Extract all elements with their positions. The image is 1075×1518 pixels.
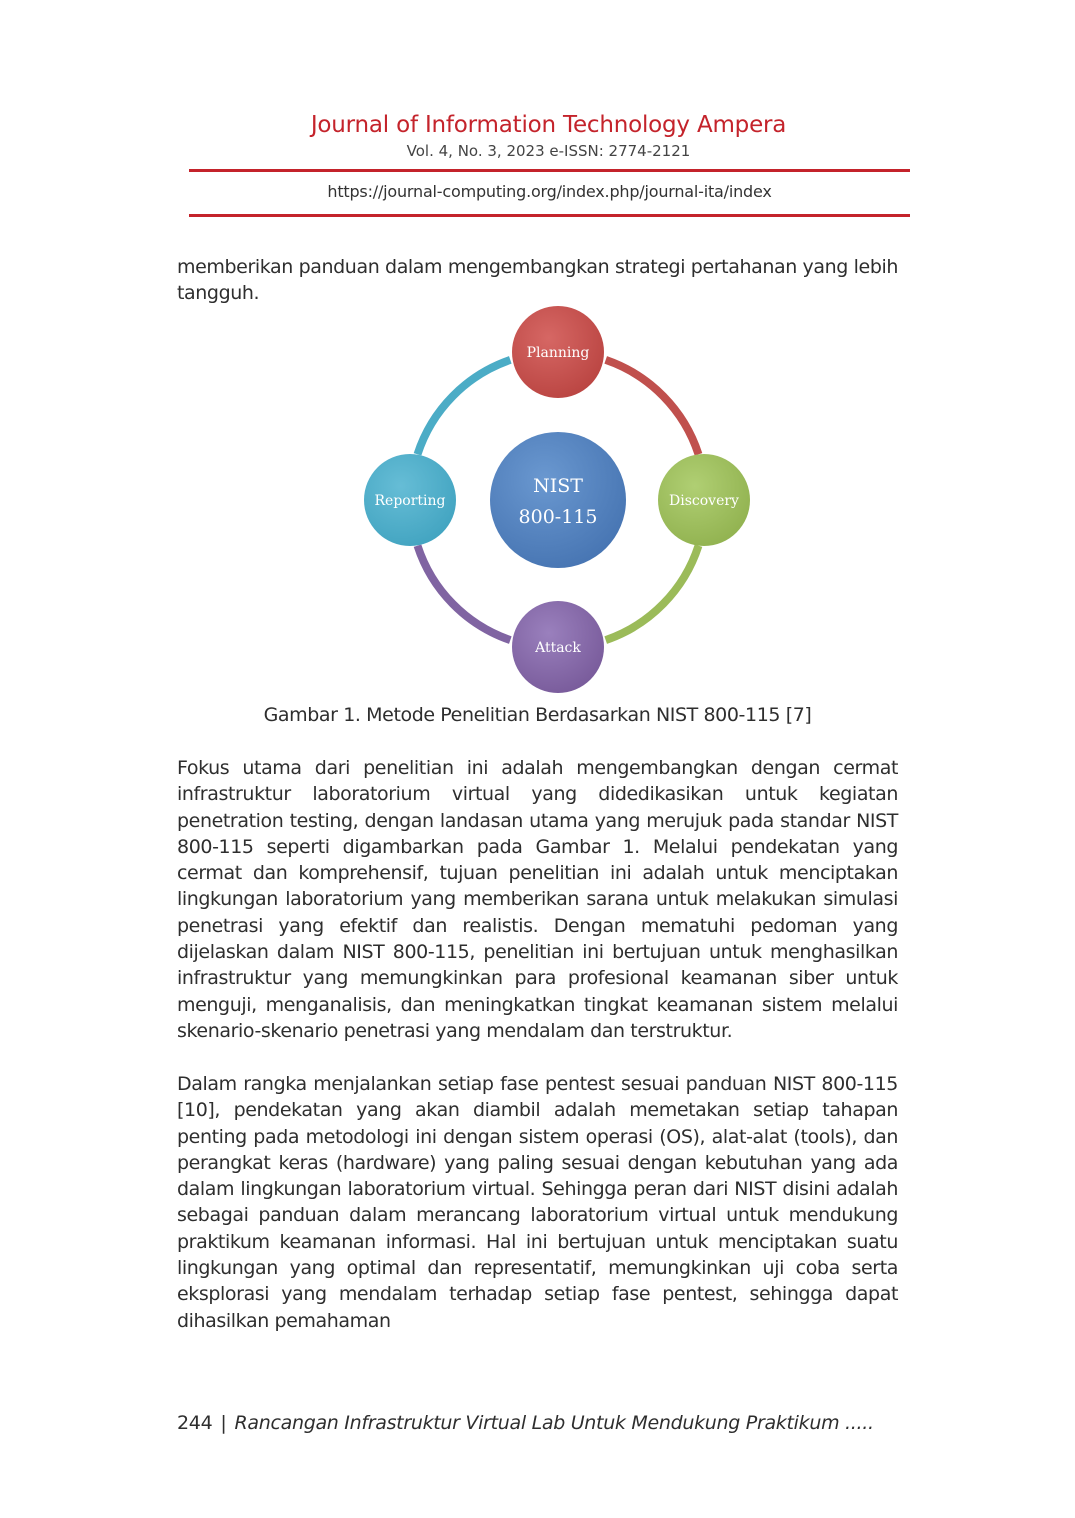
figure-nist-cycle-diagram <box>355 302 760 702</box>
attack-node-label: Attack <box>535 640 581 656</box>
center-node-label-line2: 800-115 <box>518 506 598 528</box>
planning-node-label: Planning <box>526 345 590 361</box>
page-footer <box>177 1412 937 1434</box>
journal-header <box>0 108 1075 162</box>
body-paragraph-intro: memberikan panduan dalam mengembangkan strategi pertahanan yang lebih tangguh. <box>177 256 898 305</box>
arc-attack-to-reporting <box>418 546 511 640</box>
discovery-node-label: Discovery <box>669 493 739 509</box>
body-paragraph-focus: Fokus utama dari penelitian ini adalah mengembangkan dengan cermat infrastruktur laboratorium virtual yang didedikasikan untuk kegiatan penetration testing, dengan landasan utama yang merujuk pada standar NIST 800-115 seperti digambarkan pada Gambar 1. Melalui pendekatan yang cermat dan komprehensif, tujuan penelitian ini adalah untuk menciptakan lingkungan laboratorium yang memberikan sarana untuk melakukan simulasi penetrasi yang efektif dan realistis. Dengan mematuhi pedoman yang dijelaskan dalam NIST 800-115, penelitian ini bertujuan untuk menghasilkan infrastruktur yang memungkinkan para profesional keamanan siber untuk menguji, menganalisis, dan meningkatkan tingkat keamanan sistem melalui skenario-skenario penetrasi yang mendalam dan terstruktur. <box>177 757 898 1042</box>
page-number: 244 <box>177 1412 213 1434</box>
footer-separator: | <box>220 1412 227 1434</box>
reporting-node-label: Reporting <box>374 493 446 509</box>
header-rule-bottom <box>189 214 910 217</box>
arc-reporting-to-planning <box>418 360 511 454</box>
arc-planning-to-discovery <box>606 360 699 454</box>
cycle-diagram-svg <box>355 302 760 702</box>
body-paragraph-approach: Dalam rangka menjalankan setiap fase pentest sesuai panduan NIST 800-115 [10], pendekatan yang akan diambil adalah memetakan setiap tahapan penting pada metodologi ini dengan sistem operasi (OS), alat-alat (tools), dan perangkat keras (hardware) yang paling sesuai dengan kebutuhan yang ada dalam lingkungan laboratorium virtual. Sehingga peran dari NIST disini adalah sebagai panduan dalam merancang laboratorium virtual untuk mendukung praktikum keamanan informasi. Hal ini bertujuan untuk menciptakan suatu lingkungan yang optimal dan representatif, memungkinkan uji coba serta eksplorasi yang mendalam terhadap setiap fase pentest, sehingga dapat dihasilkan pemahaman <box>177 1073 898 1332</box>
center-node-circle <box>490 432 626 568</box>
journal-title: Journal of Information Technology Ampera <box>310 112 787 138</box>
running-title: Rancangan Infrastruktur Virtual Lab Untuk Mendukung Praktikum ..... <box>234 1412 874 1434</box>
header-rule-top <box>189 169 910 172</box>
arc-discovery-to-attack <box>606 546 699 640</box>
center-node-label-line1: NIST <box>533 475 583 497</box>
journal-url[interactable]: https://journal-computing.org/index.php/journal-ita/index <box>327 182 772 201</box>
figure-caption: Gambar 1. Metode Penelitian Berdasarkan NIST 800-115 [7] <box>263 704 812 726</box>
journal-volume-line: Vol. 4, No. 3, 2023 e-ISSN: 2774-2121 <box>406 142 691 160</box>
